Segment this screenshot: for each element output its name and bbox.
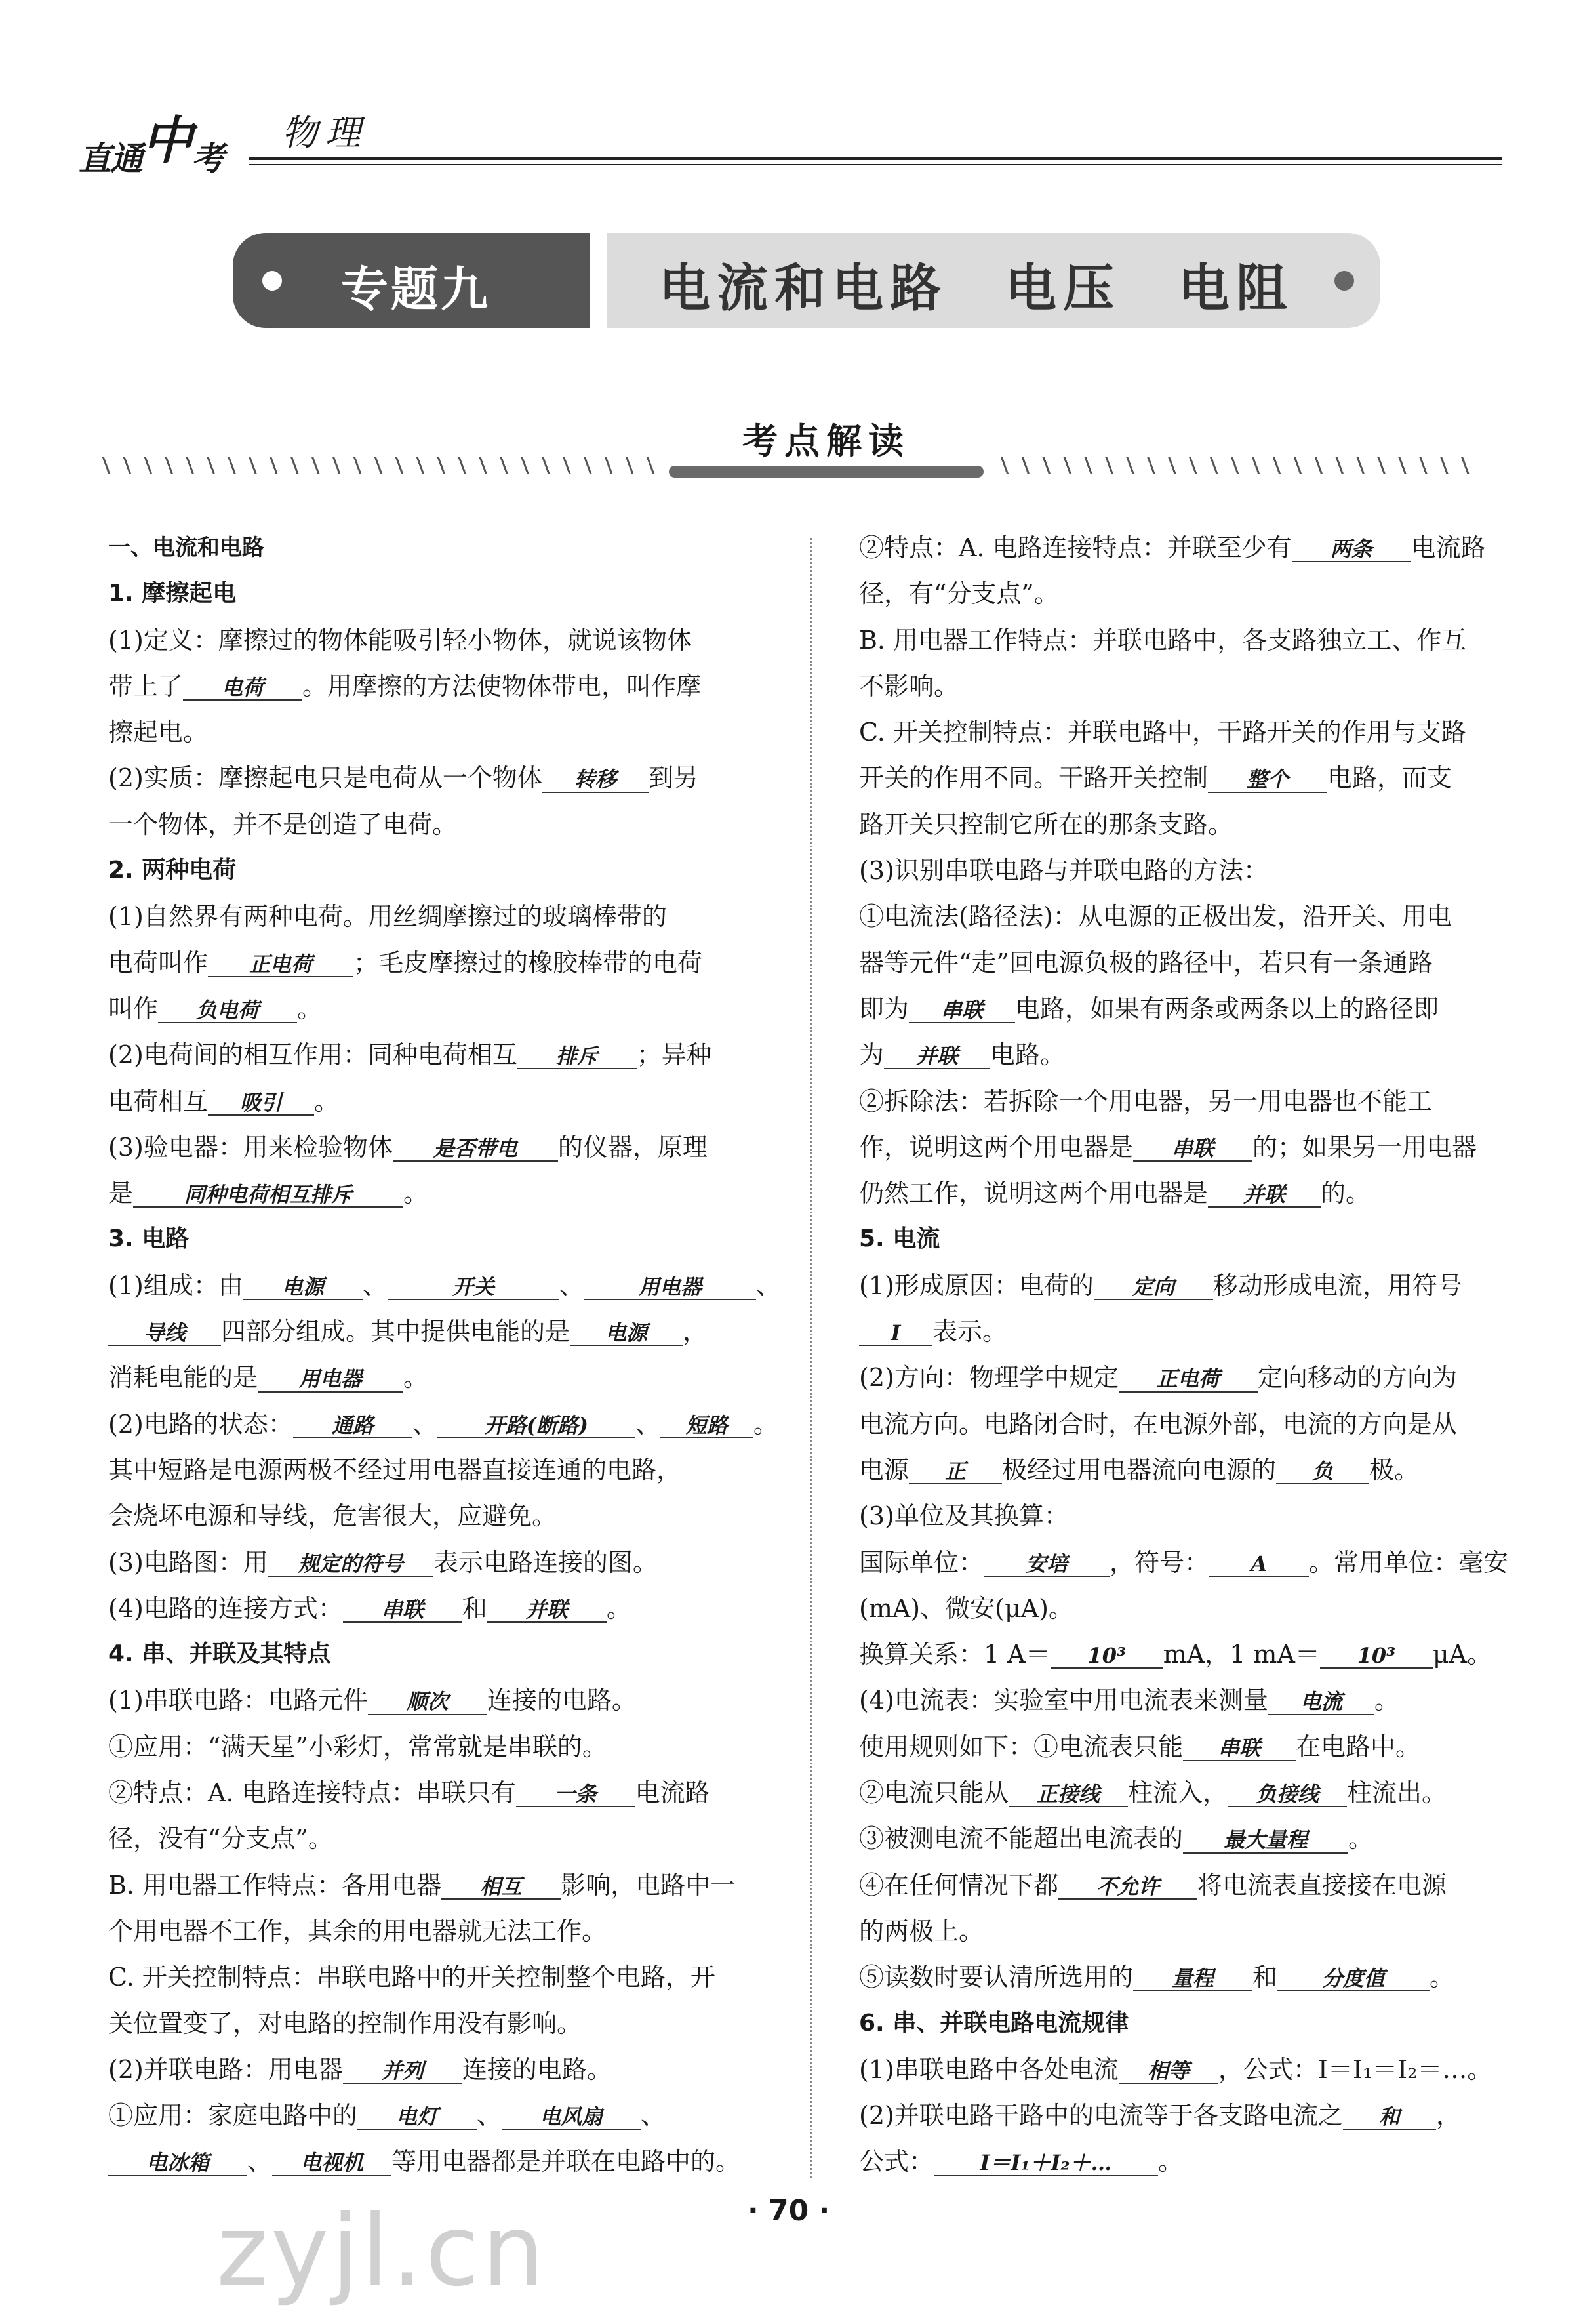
text-run: 。 — [297, 994, 323, 1023]
text-run: ④在任何情况下都 — [859, 1870, 1059, 1900]
answer-blank: 电风扇 — [502, 2106, 641, 2130]
text-run: (1)组成：由 — [108, 1271, 243, 1300]
banner-title-box — [607, 233, 1380, 328]
answer-blank: 并联 — [487, 1599, 607, 1623]
section-subheading — [859, 1216, 1508, 1262]
text-run: 。 — [1430, 1963, 1455, 1992]
answer-blank: 排斥 — [517, 1045, 637, 1069]
text-run: 电荷相互 — [108, 1086, 209, 1116]
text-run: 极经过用电器流向电源的 — [1002, 1455, 1277, 1484]
text-run: (2)电荷间的相互作用：同种电荷相互 — [108, 1040, 517, 1070]
text-run: B. 用电器工作特点：各用电器 — [108, 1870, 442, 1900]
text-run: 开关的作用不同。干路开关控制 — [859, 764, 1209, 793]
text-line — [108, 1539, 777, 1585]
text-run: 径，有“分支点”。 — [859, 579, 1059, 609]
text-line — [859, 1355, 1508, 1400]
text-run: C. 开关控制特点：串联电路中的开关控制整个电路，开 — [108, 1963, 715, 1992]
text-line — [108, 986, 777, 1032]
text-line — [859, 940, 1508, 986]
answer-blank: 10³ — [1051, 1644, 1163, 1669]
text-run: ②特点：A. 电路连接特点：串联只有 — [108, 1778, 516, 1808]
answer-blank: 串联 — [909, 999, 1015, 1023]
text-line — [859, 1401, 1508, 1447]
answer-blank: 量程 — [1133, 1967, 1252, 1991]
text-run: ①应用：“满天星”小彩灯，常常就是串联的。 — [108, 1732, 607, 1761]
text-run: 6. 串、并联电路电流规律 — [859, 2009, 1129, 2037]
text-run: 、 — [412, 1409, 437, 1438]
text-run: (2)实质：摩擦起电只是电荷从一个物体 — [108, 764, 542, 793]
text-run: ；毛皮摩擦过的橡胶棒带的电荷 — [353, 948, 703, 977]
text-line — [859, 1309, 1508, 1355]
text-line — [108, 2001, 777, 2047]
text-run: (2)并联电路干路中的电流等于各支路电流之 — [859, 2101, 1343, 2130]
right-column — [859, 525, 1508, 2185]
text-line — [859, 1585, 1508, 1631]
text-run: 和 — [1252, 1963, 1278, 1992]
text-line — [859, 1908, 1508, 1954]
text-line — [108, 1032, 777, 1078]
text-run: 。 — [1158, 2147, 1184, 2176]
answer-blank: 并联 — [884, 1045, 990, 1069]
text-run: (3)验电器：用来检验物体 — [108, 1132, 393, 1162]
text-run: 移动形成电流，用符号 — [1212, 1271, 1462, 1300]
text-run: 一个物体，并不是创造了电荷。 — [108, 809, 458, 839]
text-run: 柱流出。 — [1347, 1778, 1447, 1808]
text-line — [108, 1954, 777, 2000]
answer-blank: 负电荷 — [158, 999, 297, 1023]
text-line — [108, 2047, 777, 2092]
text-run: 电路。 — [990, 1040, 1066, 1070]
text-line — [859, 1263, 1508, 1309]
page-number: · 70 · — [748, 2194, 830, 2228]
section-subheading — [108, 1631, 777, 1677]
section-title-bar — [669, 466, 984, 478]
text-run: ⑤读数时要认清所选用的 — [859, 1963, 1134, 1992]
text-run: 、 — [641, 2101, 666, 2130]
text-line — [859, 663, 1508, 709]
text-line — [108, 1862, 777, 1908]
text-run: (1)形成原因：电荷的 — [859, 1271, 1094, 1300]
text-run: 器等元件“走”回电源负极的路径中，若只有一条通路 — [859, 948, 1433, 977]
answer-blank: 两条 — [1292, 538, 1411, 562]
text-run: 电荷叫作 — [108, 948, 209, 977]
answer-blank: 电视机 — [272, 2151, 391, 2176]
header-rule — [249, 157, 1502, 160]
text-run: 仍然工作，说明这两个用电器是 — [859, 1179, 1209, 1208]
text-run: 作，说明这两个用电器是 — [859, 1132, 1134, 1162]
answer-blank: 规定的符号 — [268, 1553, 433, 1577]
text-run: 、 — [559, 1271, 584, 1300]
answer-blank: 电灯 — [357, 2106, 477, 2130]
text-run: 5. 电流 — [859, 1225, 940, 1253]
text-run: 1. 摩擦起电 — [108, 580, 237, 607]
text-run: 和 — [462, 1593, 487, 1623]
answer-blank: 定向 — [1094, 1276, 1213, 1300]
answer-blank: 串联 — [1183, 1737, 1296, 1761]
text-run: 影响，电路中一 — [561, 1870, 736, 1900]
section-title: 考点解读 — [742, 420, 910, 462]
text-line — [859, 571, 1508, 617]
text-line — [108, 1770, 777, 1816]
text-run: ②拆除法：若拆除一个用电器，另一用电器也不能工 — [859, 1086, 1433, 1116]
answer-blank: 用电器 — [258, 1368, 403, 1392]
text-run: 在电路中。 — [1296, 1732, 1421, 1761]
answer-blank: 电流 — [1268, 1690, 1374, 1715]
section-subheading — [859, 2001, 1508, 2047]
text-line — [859, 2092, 1508, 2138]
text-run: 消耗电能的是 — [108, 1363, 258, 1393]
text-line — [859, 617, 1508, 663]
text-run: 、 — [755, 1271, 781, 1300]
text-line — [108, 755, 777, 801]
answer-blank: 10³ — [1320, 1644, 1433, 1669]
text-run: 擦起电。 — [108, 718, 209, 747]
text-line — [108, 1355, 777, 1400]
text-run: (4)电路的连接方式： — [108, 1593, 343, 1623]
text-run: (4)电流表：实验室中用电流表来测量 — [859, 1686, 1268, 1715]
text-line — [108, 1124, 777, 1170]
text-run: μA。 — [1432, 1640, 1492, 1669]
subject-label: 物理 — [282, 112, 369, 153]
text-line — [859, 1078, 1508, 1124]
text-run: (2)电路的状态： — [108, 1409, 293, 1438]
text-run: 。 — [314, 1086, 340, 1116]
text-line — [859, 893, 1508, 939]
text-run: (2)方向：物理学中规定 — [859, 1363, 1119, 1393]
answer-blank: 顺次 — [368, 1690, 487, 1715]
answer-blank: 并联 — [1208, 1183, 1321, 1208]
answer-blank: 负接线 — [1228, 1783, 1347, 1807]
text-line — [108, 1170, 777, 1216]
text-line — [859, 709, 1508, 755]
text-run: 。 — [1374, 1686, 1399, 1715]
text-run: 即为 — [859, 994, 910, 1023]
text-run: ②特点：A. 电路连接特点：并联至少有 — [859, 533, 1292, 562]
answer-blank: 吸引 — [208, 1091, 314, 1116]
text-line — [108, 709, 777, 755]
answer-blank: 整个 — [1208, 768, 1327, 792]
answer-blank: 和 — [1343, 2106, 1436, 2130]
text-run: (2)并联电路：用电器 — [108, 2054, 343, 2084]
text-line — [108, 893, 777, 939]
text-run: 电流路 — [1411, 533, 1486, 562]
text-line — [859, 1954, 1508, 2000]
text-run: 。 — [403, 1179, 429, 1208]
text-run: ， — [683, 1317, 708, 1347]
text-run: 极。 — [1369, 1455, 1420, 1484]
text-run: 。 — [1348, 1824, 1374, 1854]
banner-label: 专题九 — [341, 262, 491, 317]
text-run: 4. 串、并联及其特点 — [108, 1641, 331, 1668]
answer-blank: 相互 — [441, 1875, 561, 1900]
text-run: 换算关系：1 A＝ — [859, 1640, 1051, 1669]
text-run: 连接的电路。 — [487, 1686, 637, 1715]
banner-label-box — [233, 233, 590, 328]
text-run: ，公式：I＝I₁＝I₂＝…。 — [1218, 2054, 1492, 2084]
banner-title: 电流和电路 电压 电阻 — [659, 259, 1294, 318]
answer-blank: 不允许 — [1058, 1875, 1197, 1900]
text-run: 将电流表直接接在电源 — [1197, 1870, 1447, 1900]
page-header — [72, 98, 1502, 178]
text-line — [859, 2138, 1508, 2184]
section-subheading — [108, 571, 777, 617]
answer-blank: 是否带电 — [393, 1137, 558, 1162]
answer-blank: 通路 — [293, 1414, 412, 1438]
answer-blank: 电冰箱 — [108, 2151, 247, 2176]
answer-blank: A — [1209, 1553, 1309, 1577]
text-run: 3. 电路 — [108, 1225, 190, 1253]
text-line — [859, 525, 1508, 571]
text-run: ②电流只能从 — [859, 1778, 1009, 1808]
text-run: 、 — [635, 1409, 660, 1438]
text-line — [108, 1078, 777, 1124]
text-run: 。 — [403, 1363, 429, 1393]
section-heading — [98, 413, 1475, 479]
text-line — [108, 2138, 777, 2184]
text-run: mA，1 mA＝ — [1163, 1640, 1320, 1669]
answer-blank: 转移 — [542, 768, 649, 792]
text-run: 的；如果另一用电器 — [1252, 1132, 1477, 1162]
answer-blank: 正电荷 — [1119, 1368, 1258, 1392]
text-run: ；异种 — [636, 1040, 711, 1070]
text-line — [108, 1585, 777, 1631]
text-line — [859, 1770, 1508, 1816]
answer-blank: 一条 — [516, 1783, 635, 1807]
text-line — [859, 1170, 1508, 1216]
text-line — [859, 1124, 1508, 1170]
text-run: (1)自然界有两种电荷。用丝绸摩擦过的玻璃棒带的 — [108, 902, 667, 931]
answer-blank: 并列 — [343, 2060, 462, 2084]
text-run: ①电流法(路径法)：从电源的正极出发，沿开关、用电 — [859, 902, 1452, 931]
text-run: ③被测电流不能超出电流表的 — [859, 1824, 1184, 1854]
text-run: 电路，而支 — [1327, 764, 1452, 793]
text-run: (1)串联电路中各处电流 — [859, 2054, 1119, 2084]
text-run: 是 — [108, 1179, 134, 1208]
text-run: 的两极上。 — [859, 1916, 984, 1946]
text-line — [108, 2092, 777, 2138]
text-line — [859, 1539, 1508, 1585]
bullet-dot-icon — [1334, 271, 1354, 291]
bullet-dot-icon — [262, 271, 282, 291]
text-line — [108, 1908, 777, 1954]
hatch-decoration — [997, 457, 1475, 474]
text-run: 的仪器，原理 — [557, 1132, 708, 1162]
text-run: 的。 — [1321, 1179, 1371, 1208]
answer-blank: 短路 — [660, 1414, 753, 1438]
text-line — [859, 755, 1508, 801]
answer-blank: 正 — [909, 1460, 1002, 1484]
text-run: (1)串联电路：电路元件 — [108, 1686, 368, 1715]
text-run: 、 — [362, 1271, 388, 1300]
answer-blank: I＝I₁＋I₂＋… — [934, 2151, 1158, 2176]
answer-blank: 导线 — [108, 1322, 221, 1346]
answer-blank: 电源 — [570, 1322, 683, 1346]
text-line — [859, 986, 1508, 1032]
left-column — [108, 525, 781, 2185]
section-subheading — [108, 1216, 777, 1262]
text-run: (3)单位及其换算： — [859, 1501, 1069, 1531]
answer-blank: 串联 — [1133, 1137, 1252, 1162]
text-line — [859, 1677, 1508, 1723]
answer-blank: I — [859, 1322, 932, 1346]
text-run: 电路，如果有两条或两条以上的路径即 — [1015, 994, 1439, 1023]
text-run: 公式： — [859, 2147, 934, 2176]
text-run: 定向移动的方向为 — [1257, 1363, 1457, 1393]
text-line — [108, 1493, 777, 1539]
text-run: 表示电路连接的图。 — [433, 1547, 658, 1577]
answer-blank: 负 — [1276, 1460, 1369, 1484]
text-run: ①应用：家庭电路中的 — [108, 2101, 358, 2130]
text-run: 表示。 — [932, 1317, 1008, 1347]
text-run: 到另 — [648, 764, 698, 793]
text-run: ， — [1435, 2101, 1461, 2130]
text-line — [859, 1493, 1508, 1539]
text-run: 电流方向。电路闭合时，在电源外部，电流的方向是从 — [859, 1409, 1458, 1438]
text-run: 。用摩擦的方法使物体带电，叫作摩 — [302, 671, 702, 701]
text-run: 电源 — [859, 1455, 910, 1484]
text-run: 关位置变了，对电路的控制作用没有影响。 — [108, 2008, 582, 2038]
text-run: ，符号： — [1110, 1547, 1210, 1577]
text-run: 个用电器不工作，其余的用电器就无法工作。 — [108, 1916, 607, 1946]
text-run: (1)定义：摩擦过的物体能吸引轻小物体，就说该物体 — [108, 625, 692, 655]
text-run: (3)电路图：用 — [108, 1547, 268, 1577]
section-subheading — [108, 847, 777, 893]
answer-blank: 分度值 — [1277, 1967, 1430, 1991]
header-rule-thin — [249, 164, 1502, 165]
answer-blank: 开路(断路) — [437, 1414, 635, 1438]
text-run: 一、电流和电路 — [108, 535, 264, 561]
text-run: 。 — [753, 1409, 778, 1438]
text-line — [108, 1677, 777, 1723]
text-run: 电流路 — [635, 1778, 710, 1808]
answer-blank: 最大量程 — [1183, 1829, 1348, 1853]
text-line — [859, 1862, 1508, 1908]
text-run: 连接的电路。 — [462, 2054, 612, 2084]
text-run: 径，没有“分支点”。 — [108, 1824, 333, 1854]
text-run: C. 开关控制特点：并联电路中，干路开关的作用与支路 — [859, 718, 1466, 747]
text-line — [859, 802, 1508, 847]
answer-blank: 安培 — [984, 1553, 1110, 1577]
text-line — [108, 1447, 777, 1493]
text-run: 国际单位： — [859, 1547, 984, 1577]
text-run: 2. 两种电荷 — [108, 857, 237, 884]
text-line — [108, 802, 777, 847]
text-line — [108, 1309, 777, 1355]
text-line — [859, 1631, 1508, 1677]
section-subheading — [108, 525, 777, 571]
text-run: 其中短路是电源两极不经过用电器直接连通的电路， — [108, 1455, 682, 1484]
answer-blank: 同种电荷相互排斥 — [133, 1183, 403, 1208]
text-run: 。 — [606, 1593, 631, 1623]
text-run: 四部分组成。其中提供电能的是 — [221, 1317, 570, 1347]
text-run: 等用电器都是并联在电路中的。 — [391, 2147, 741, 2176]
text-line — [108, 1401, 777, 1447]
answer-blank: 电荷 — [183, 676, 302, 701]
text-run: 为 — [859, 1040, 885, 1070]
text-line — [108, 1724, 777, 1770]
text-run: 路开关只控制它所在的那条支路。 — [859, 809, 1233, 839]
text-line — [859, 2047, 1508, 2092]
text-run: 会烧坏电源和导线，危害很大，应避免。 — [108, 1501, 557, 1531]
answer-blank: 正接线 — [1009, 1783, 1128, 1807]
text-line — [859, 1032, 1508, 1078]
answer-blank: 串联 — [343, 1599, 462, 1623]
text-run: 不影响。 — [859, 671, 959, 701]
text-line — [108, 1816, 777, 1862]
column-divider — [810, 538, 812, 2178]
text-line — [108, 940, 777, 986]
text-run: 、 — [477, 2101, 502, 2130]
hatch-decoration — [98, 457, 656, 474]
answer-blank: 电源 — [243, 1276, 363, 1300]
brand-logo: 直通中考 — [79, 112, 224, 178]
text-run: 。常用单位：毫安 — [1309, 1547, 1509, 1577]
text-run: B. 用电器工作特点：并联电路中，各支路独立工、作互 — [859, 625, 1467, 655]
text-run: 叫作 — [108, 994, 159, 1023]
text-line — [859, 1816, 1508, 1862]
text-run: 使用规则如下：①电流表只能 — [859, 1732, 1184, 1761]
answer-blank: 用电器 — [584, 1276, 756, 1300]
text-line — [108, 617, 777, 663]
text-line — [859, 1724, 1508, 1770]
text-run: 带上了 — [108, 671, 184, 701]
text-line — [859, 1447, 1508, 1493]
text-line — [108, 663, 777, 709]
text-line — [108, 1263, 781, 1309]
text-run: (3)识别串联电路与并联电路的方法： — [859, 856, 1268, 886]
topic-banner — [233, 233, 1380, 328]
answer-blank: 开关 — [388, 1276, 559, 1300]
watermark: zyjl.cn — [216, 2194, 548, 2308]
answer-blank: 相等 — [1119, 2060, 1218, 2084]
text-line — [859, 847, 1508, 893]
answer-blank: 正电荷 — [208, 953, 353, 977]
text-run: 柱流入， — [1128, 1778, 1228, 1808]
text-run: (mA)、微安(μA)。 — [859, 1593, 1073, 1623]
text-run: 、 — [247, 2147, 273, 2176]
